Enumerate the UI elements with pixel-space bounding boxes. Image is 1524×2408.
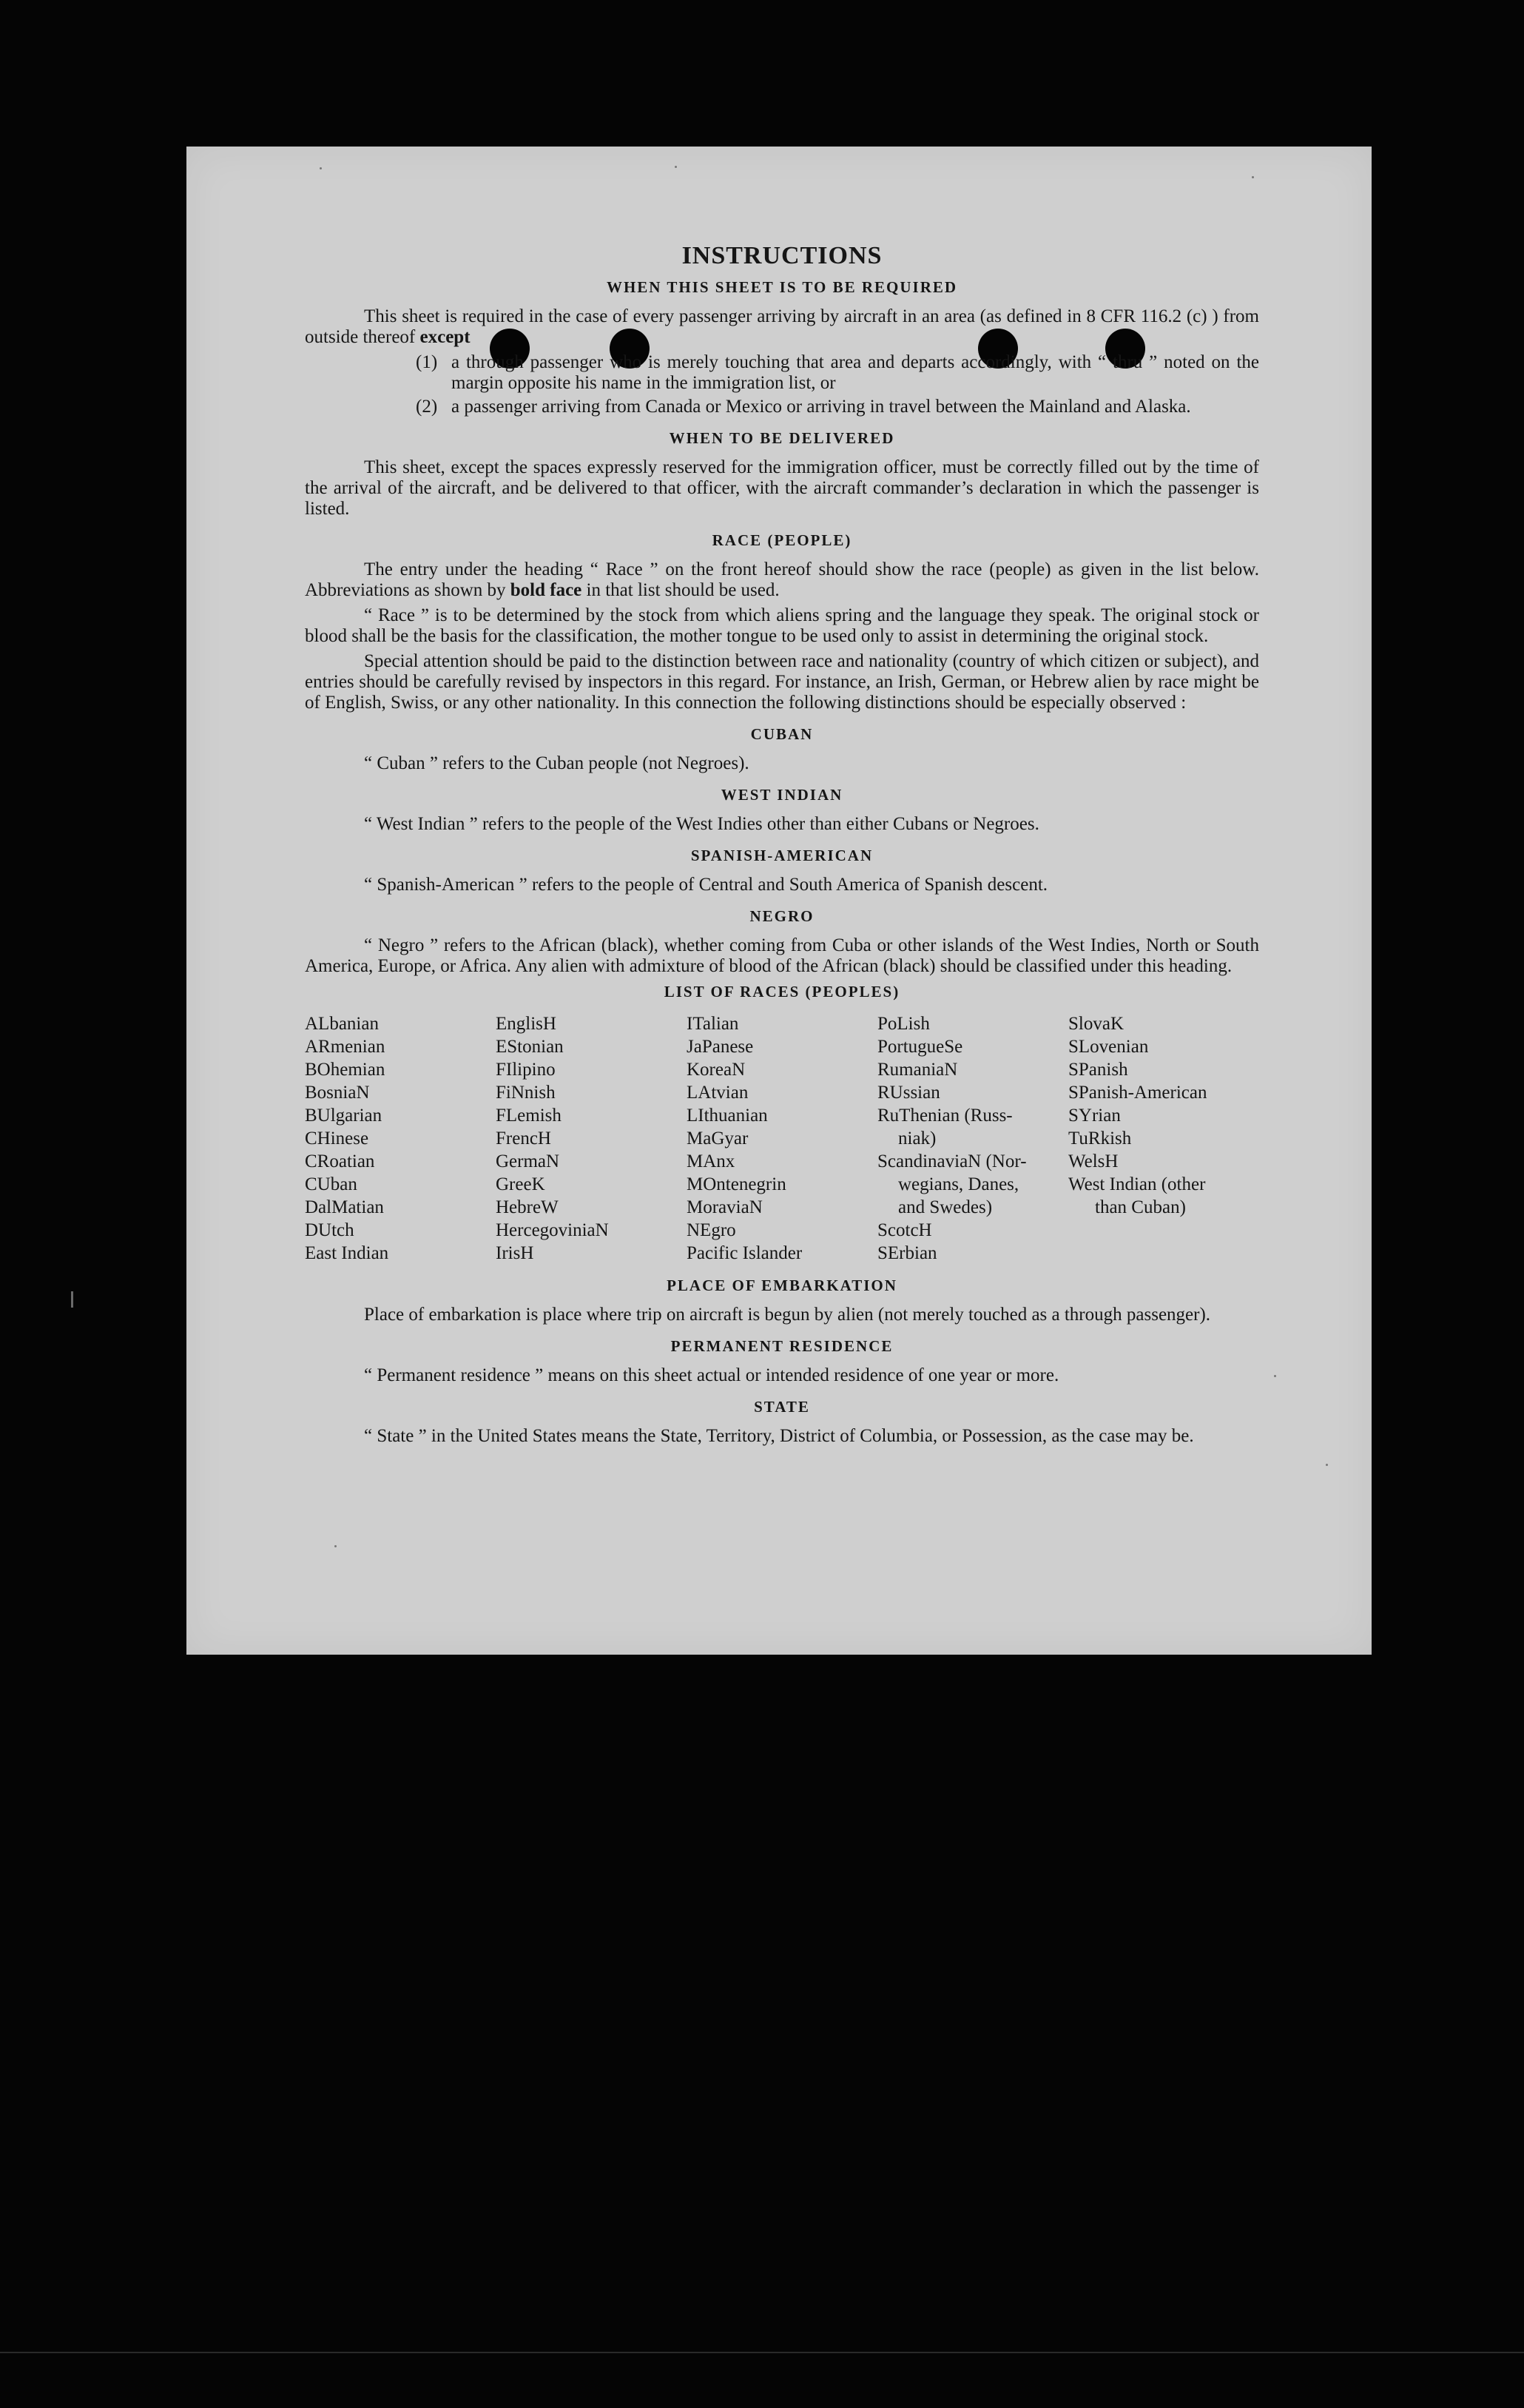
- list-item: MaGyar: [687, 1129, 749, 1148]
- list-item: West Indian (other: [1068, 1174, 1206, 1194]
- page-title: INSTRUCTIONS: [681, 242, 883, 269]
- list-item: EStonian: [496, 1037, 564, 1057]
- heading-when-delivered: WHEN TO BE DELIVERED: [669, 429, 895, 447]
- heading-state: STATE: [754, 1398, 810, 1416]
- paragraph-when-delivered: This sheet, except the spaces expressly reserved for the immigration officer, must be correctly filled out by the time of the arrival of the aircraft, and be delivered to that officer, with the aircraft commander’s declaration in which the passenger is listed.: [305, 457, 1259, 519]
- heading-negro: NEGRO: [749, 907, 815, 925]
- list-item: SYrian: [1068, 1106, 1121, 1126]
- paragraph-spanish-american: “ Spanish-American ” refers to the people of Central and South America of Spanish descent.: [364, 875, 1048, 895]
- heading-spanish-american: SPANISH-AMERICAN: [690, 847, 874, 864]
- list-item: LIthuanian: [687, 1106, 768, 1126]
- list-item: ScotcH: [877, 1220, 932, 1240]
- heading-permanent-residence: PERMANENT RESIDENCE: [670, 1337, 894, 1355]
- paragraph-state: “ State ” in the United States means the State, Territory, District of Columbia, or Possession, as the case may be.: [364, 1426, 1194, 1446]
- condition-2: (2) a passenger arriving from Canada or Mexico or arriving in travel between the Mainland and Alaska.: [416, 397, 1191, 417]
- heading-when-required: WHEN THIS SHEET IS TO BE REQUIRED: [606, 278, 958, 296]
- list-item: FiNnish: [496, 1083, 556, 1103]
- list-item: MOntenegrin: [687, 1174, 786, 1194]
- list-item: KoreaN: [687, 1060, 746, 1080]
- paragraph-cuban: “ Cuban ” refers to the Cuban people (not Negroes).: [364, 753, 749, 773]
- paragraph-race-1: The entry under the heading “ Race ” on the front hereof should show the race (people) as given in the list below. Abbreviations as shown by bold face in that list should be used.: [305, 559, 1259, 600]
- list-item: IrisH: [496, 1243, 534, 1263]
- film-edge-line: [0, 2352, 1524, 2353]
- races-column-2: [496, 1012, 687, 1265]
- races-column-3: [687, 1012, 877, 1265]
- list-item: ScandinaviaN (Nor-: [877, 1151, 1027, 1171]
- heading-list-of-races: LIST OF RACES (PEOPLES): [664, 983, 900, 1000]
- list-item: FrencH: [496, 1129, 551, 1148]
- list-item: RuThenian (Russ-: [877, 1106, 1013, 1126]
- paragraph-west-indian: “ West Indian ” refers to the people of the West Indies other than either Cubans or Negroes.: [364, 814, 1039, 834]
- list-item: PortugueSe: [877, 1037, 963, 1057]
- races-column-1: [305, 1012, 496, 1265]
- list-item: wegians, Danes,: [898, 1174, 1019, 1194]
- list-item: DalMatian: [305, 1197, 384, 1217]
- list-item: MAnx: [687, 1151, 735, 1171]
- heading-place-of-embarkation: PLACE OF EMBARKATION: [667, 1277, 897, 1294]
- paragraph-when-required: This sheet is required in the case of every passenger arriving by aircraft in an area (as defined in 8 CFR 116.2 (c) ) from outside thereof except: [305, 306, 1259, 347]
- list-item: CHinese: [305, 1129, 369, 1148]
- list-item: SErbian: [877, 1243, 937, 1263]
- heading-race: RACE (PEOPLE): [712, 531, 852, 549]
- paragraph-place-of-embarkation: Place of embarkation is place where trip on aircraft is begun by alien (not merely touched as a through passenger).: [364, 1305, 1211, 1325]
- list-item: SPanish-American: [1068, 1083, 1207, 1103]
- paragraph-negro: “ Negro ” refers to the African (black), whether coming from Cuba or other islands of the West Indies, North or South America, Europe, or Africa. Any alien with admixture of blood of the African (black) should be classified under this heading.: [305, 935, 1259, 976]
- list-item: NEgro: [687, 1220, 736, 1240]
- list-item: Pacific Islander: [687, 1243, 803, 1263]
- list-item: LAtvian: [687, 1083, 749, 1103]
- list-item: BUlgarian: [305, 1106, 382, 1126]
- list-item: EnglisH: [496, 1014, 556, 1034]
- list-item: than Cuban): [1095, 1197, 1186, 1217]
- list-item: HercegoviniaN: [496, 1220, 609, 1240]
- document-body: [305, 238, 1259, 1451]
- paragraph-race-3: Special attention should be paid to the distinction between race and nationality (country of which citizen or subject), and entries should be carefully revised by inspectors in this regard. For instance, an Irish, German, or Hebrew alien by race might be of English, Swiss, or any other nationality. In this connection the following distinctions should be especially observed :: [305, 651, 1259, 713]
- list-item: TuRkish: [1068, 1129, 1132, 1148]
- list-item: CRoatian: [305, 1151, 375, 1171]
- list-item: PoLish: [877, 1014, 930, 1034]
- list-item: RumaniaN: [877, 1060, 958, 1080]
- list-item: DUtch: [305, 1220, 354, 1240]
- races-list: [305, 1012, 1259, 1265]
- list-item: BOhemian: [305, 1060, 385, 1080]
- list-item: RUssian: [877, 1083, 940, 1103]
- list-item: MoraviaN: [687, 1197, 763, 1217]
- list-item: GreeK: [496, 1174, 545, 1194]
- list-item: FIlipino: [496, 1060, 556, 1080]
- list-item: niak): [898, 1129, 937, 1148]
- list-item: BosniaN: [305, 1083, 370, 1103]
- list-item: FLemish: [496, 1106, 562, 1126]
- condition-1: (1) a through passenger who is merely touching that area and departs accordingly, with “ thru ” noted on the margin opposite his name in the immigration list, or: [416, 352, 1259, 393]
- list-item: ARmenian: [305, 1037, 385, 1057]
- list-item: ALbanian: [305, 1014, 379, 1034]
- paragraph-permanent-residence: “ Permanent residence ” means on this sheet actual or intended residence of one year or more.: [364, 1365, 1059, 1385]
- list-item: ITalian: [687, 1014, 739, 1034]
- list-item: East Indian: [305, 1243, 389, 1263]
- list-item: and Swedes): [898, 1197, 993, 1217]
- list-item: HebreW: [496, 1197, 559, 1217]
- list-item: GermaN: [496, 1151, 560, 1171]
- film-scratch-mark: [71, 1291, 73, 1308]
- list-item: WelsH: [1068, 1151, 1119, 1171]
- races-column-5: [1068, 1012, 1259, 1265]
- heading-west-indian: WEST INDIAN: [721, 786, 843, 804]
- list-item: SlovaK: [1068, 1014, 1124, 1034]
- races-column-4: [877, 1012, 1068, 1265]
- list-item: SPanish: [1068, 1060, 1128, 1080]
- list-item: SLovenian: [1068, 1037, 1149, 1057]
- heading-cuban: CUBAN: [750, 725, 814, 743]
- list-item: CUban: [305, 1174, 357, 1194]
- paragraph-race-2: “ Race ” is to be determined by the stock from which aliens spring and the language they speak. The original stock or blood shall be the basis for the classification, the mother tongue to be used only to assist in determining the original stock.: [305, 605, 1259, 646]
- list-item: JaPanese: [687, 1037, 754, 1057]
